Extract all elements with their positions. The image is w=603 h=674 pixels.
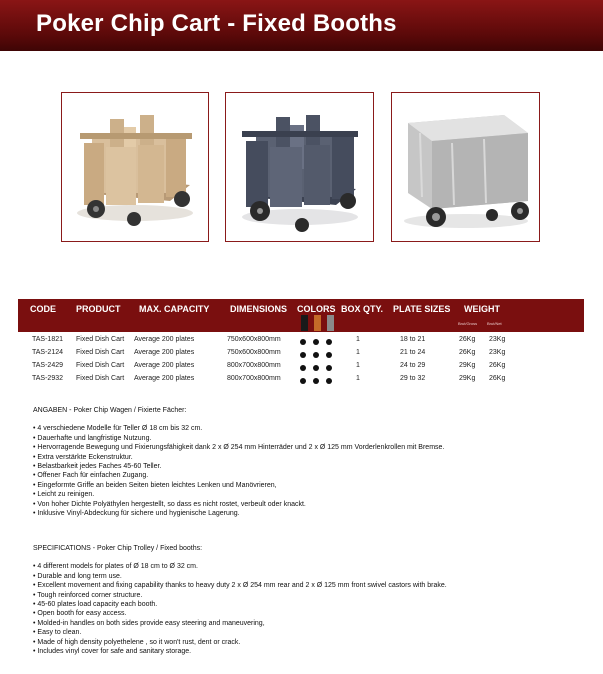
cell-capacity: Average 200 plates [134, 349, 195, 356]
cell-product: Fixed Dish Cart [76, 336, 125, 343]
cell-product: Fixed Dish Cart [76, 375, 125, 382]
german-spec-item: • Von hoher Dichte Polyäthylen hergestellt, so dass es nicht rostet, verbeult oder knackt. [33, 500, 306, 508]
english-spec-item: • 45-60 plates load capacity each booth. [33, 601, 158, 609]
color-dot-black [300, 378, 306, 384]
color-dot-orange [313, 339, 319, 345]
german-spec-item: • Offener Fach für einfachen Zugang. [33, 472, 149, 480]
cell-code: TAS-2124 [32, 349, 63, 356]
covered-cart-illustration [392, 93, 539, 241]
german-specs [33, 406, 444, 518]
cell-weight-net: 26Kg [489, 375, 506, 382]
cell-code: TAS-1821 [32, 336, 63, 343]
english-spec-item: • Includes vinyl cover for safe and sanitary storage. [33, 648, 192, 656]
cell-capacity: Average 200 plates [134, 362, 195, 369]
color-dot-black [300, 365, 306, 371]
table-row [0, 336, 603, 349]
table-header [18, 299, 584, 332]
header-capacity: MAX. CAPACITY [139, 304, 210, 314]
cell-capacity: Average 200 plates [134, 375, 195, 382]
cell-product: Fixed Dish Cart [76, 362, 125, 369]
cell-box-qty: 1 [356, 362, 360, 369]
table-row [0, 375, 603, 388]
title-bar [0, 0, 603, 51]
cell-plate-sizes: 18 to 21 [400, 336, 426, 343]
color-swatch-orange [314, 315, 321, 331]
color-swatch-black [301, 315, 308, 331]
english-spec-item: • Excellent movement and fixing capability thanks to heavy duty 2 x Ø 254 mm rear and 2 x Ø 125 mm front swivel castors with brake. [33, 582, 447, 590]
english-specs [33, 544, 447, 656]
english-specs-heading: SPECIFICATIONS - Poker Chip Trolley / Fixed booths: [33, 545, 203, 552]
english-spec-item: • Made of high density polyethelene , so it won't rust, dent or crack. [33, 638, 241, 646]
cell-box-qty: 1 [356, 336, 360, 343]
header-dimensions: DIMENSIONS [230, 304, 288, 314]
table-row [0, 362, 603, 375]
table-row [0, 349, 603, 362]
color-dot-grey [326, 378, 332, 384]
header-weight-net: Brut/Net [487, 321, 502, 326]
german-spec-item: • Extra verstärkte Eckenstruktur. [33, 453, 133, 461]
cell-plate-sizes: 21 to 24 [400, 349, 426, 356]
english-spec-item: • Molded-in handles on both sides provide easy steering and maneuvering, [33, 619, 265, 627]
cell-dimensions: 800x700x800mm [227, 362, 281, 369]
beige-cart-illustration [62, 93, 208, 241]
header-box-qty: BOX QTY. [341, 304, 384, 314]
german-specs-heading: ANGABEN - Poker Chip Wagen / Fixierte Fächer: [33, 407, 187, 414]
cell-weight-net: 23Kg [489, 349, 506, 356]
color-dot-black [300, 339, 306, 345]
cell-product: Fixed Dish Cart [76, 349, 125, 356]
english-spec-item: • Durable and long term use. [33, 572, 122, 580]
german-spec-item: • Belastbarkeit jedes Faches 45-60 Teller. [33, 463, 162, 471]
photo-grey-cart [225, 92, 374, 242]
cell-dimensions: 750x600x800mm [227, 349, 281, 356]
header-code: CODE [30, 304, 57, 314]
german-spec-item: • Hervorragende Bewegung und Fixierungsfähigkeit dank 2 x Ø 254 mm Hinterräder und 2 x Ø 125 mm Vorderlenkrollen mit Bremse. [33, 444, 445, 452]
color-dot-orange [313, 365, 319, 371]
header-weight-gross: Brut/Gross [458, 321, 478, 326]
english-spec-item: • Open booth for easy access. [33, 610, 127, 618]
photo-covered-cart [391, 92, 540, 242]
cell-code: TAS-2429 [32, 362, 63, 369]
cell-box-qty: 1 [356, 375, 360, 382]
german-spec-item: • Inklusive Vinyl-Abdeckung für sichere und hygienische Lagerung. [33, 510, 240, 518]
header-product: PRODUCT [76, 304, 121, 314]
header-weight: WEIGHT [464, 304, 500, 314]
german-spec-item: • Dauerhafte und langfristige Nutzung. [33, 434, 152, 442]
english-spec-item: • Easy to clean. [33, 629, 82, 637]
cell-weight-gross: 26Kg [459, 349, 476, 356]
cell-capacity: Average 200 plates [134, 336, 195, 343]
color-dot-grey [326, 339, 332, 345]
cell-weight-gross: 29Kg [459, 375, 476, 382]
color-dot-orange [313, 378, 319, 384]
page-title: Poker Chip Cart - Fixed Booths [36, 10, 397, 37]
cell-weight-net: 23Kg [489, 336, 506, 343]
color-dot-orange [313, 352, 319, 358]
grey-cart-illustration [226, 93, 373, 241]
cell-box-qty: 1 [356, 349, 360, 356]
german-spec-item: • Eingeformte Griffe an beiden Seiten bieten leichtes Lenken und Manövrieren, [33, 481, 277, 489]
cell-code: TAS-2932 [32, 375, 63, 382]
cell-weight-net: 26Kg [489, 362, 506, 369]
header-plate-sizes: PLATE SIZES [393, 304, 451, 314]
cell-plate-sizes: 29 to 32 [400, 375, 426, 382]
cell-weight-gross: 26Kg [459, 336, 476, 343]
english-spec-item: • 4 different models for plates of Ø 18 cm to Ø 32 cm. [33, 563, 198, 571]
color-dot-black [300, 352, 306, 358]
color-dot-grey [326, 352, 332, 358]
cell-dimensions: 750x600x800mm [227, 336, 281, 343]
color-swatch-grey [327, 315, 334, 331]
cell-plate-sizes: 24 to 29 [400, 362, 426, 369]
color-dot-grey [326, 365, 332, 371]
german-spec-item: • Leicht zu reinigen. [33, 491, 95, 499]
cell-weight-gross: 29Kg [459, 362, 476, 369]
cell-dimensions: 800x700x800mm [227, 375, 281, 382]
header-colors: COLORS [297, 304, 336, 314]
german-spec-item: • 4 verschiedene Modelle für Teller Ø 18 cm bis 32 cm. [33, 425, 203, 433]
photo-beige-cart [61, 92, 209, 242]
english-spec-item: • Tough reinforced corner structure. [33, 591, 143, 599]
